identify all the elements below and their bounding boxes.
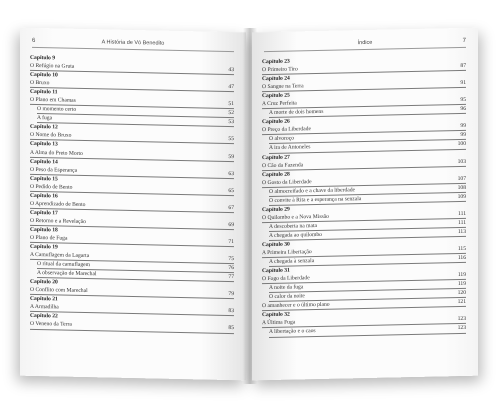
toc-page-number: 111	[458, 219, 466, 226]
toc-page-number: 69	[228, 221, 234, 229]
toc-entry-title: O alvoroço	[269, 135, 295, 143]
toc-entry-title: O Aprendizado de Bento	[30, 200, 86, 208]
left-toc-list	[30, 54, 234, 334]
toc-page-number: 91	[460, 80, 466, 87]
toc-entry-title: Capítulo 9	[30, 54, 56, 62]
toc-entry-title: O Veneno da Terra	[30, 321, 72, 329]
toc-page-number: 59	[228, 153, 234, 160]
toc-entry-title: A morte de dois homens	[269, 109, 324, 117]
toc-page-number: 76	[228, 265, 234, 272]
toc-page-number: 107	[457, 175, 466, 182]
toc-page-number: 115	[457, 245, 466, 253]
toc-entry-title: Capítulo 28	[262, 171, 290, 178]
toc-page-number: 79	[228, 291, 234, 298]
toc-entry-title: O Primeiro Tiro	[262, 66, 298, 74]
toc-entry-title: O Bruxo	[30, 79, 50, 87]
toc-entry-title: A fuga	[37, 115, 53, 122]
toc-entry-title: O Cão da Fazenda	[262, 161, 304, 169]
toc-entry-title: O Refúgio na Gruta	[30, 62, 75, 70]
toc-entry-title: Capítulo 20	[30, 279, 58, 286]
toc-page-number: 85	[228, 325, 234, 332]
toc-entry-title: O convite à Rita e a esperança na senzala	[269, 195, 362, 204]
toc-entry-title: A Camuflagem da Lagarta	[30, 251, 90, 260]
toc-entry-title: O momento certo	[37, 106, 77, 114]
toc-page-number: 65	[228, 187, 234, 194]
toc-page-number: 120	[457, 290, 466, 297]
toc-page-number: 43	[228, 67, 234, 74]
toc-entry-title: A Última Fuga	[262, 319, 296, 327]
toc-page-number: 51	[228, 101, 234, 108]
toc-entry-title: Capítulo 22	[30, 313, 58, 320]
toc-entry-title: Capítulo 19	[30, 243, 58, 251]
toc-entry-title: O Nome do Bruxo	[30, 132, 72, 140]
toc-entry-title: Capítulo 29	[262, 206, 290, 213]
toc-page-number: 119	[457, 281, 466, 288]
toc-page-number: 116	[457, 254, 466, 262]
toc-entry-title: Capítulo 12	[30, 124, 58, 131]
toc-entry-title: O Retorno e a Revelação	[30, 217, 86, 225]
toc-entry-title: O amanhecer e o último plano	[262, 302, 330, 310]
toc-entry-title: Capítulo 25	[262, 92, 290, 100]
left-page	[20, 28, 246, 381]
toc-page-number: 77	[228, 274, 234, 281]
toc-entry-title: Capítulo 31	[262, 267, 290, 275]
toc-entry-title: A Cruz Perfeita	[262, 100, 297, 108]
toc-entry-title: Capítulo 10	[30, 71, 58, 79]
right-running-title: Índice	[357, 39, 373, 47]
left-running-title: A História de Vó Benedito	[101, 39, 165, 47]
toc-page-number: 99	[460, 132, 466, 139]
toc-entry-title: O almocreifado e a chave da liberdade	[269, 186, 356, 195]
left-page-number: 6	[32, 37, 36, 44]
toc-page-number: 67	[228, 204, 234, 211]
toc-entry-title: A libertação e o caos	[269, 328, 316, 336]
toc-entry-title: O Quilombo e a Nova Missão	[262, 213, 329, 222]
toc-entry-title: O Conflito com Marechal	[30, 287, 88, 295]
toc-entry-title: A Alma do Preto Morto	[30, 149, 83, 157]
toc-entry-title: O Fogo da Liberdade	[262, 275, 310, 283]
toc-entry-title: A Primeira Libertação	[262, 249, 312, 257]
toc-entry-title: O ritual da camuflagem	[37, 261, 90, 269]
toc-page-number: 108	[457, 184, 466, 191]
toc-entry-title: Capítulo 15	[30, 175, 58, 183]
toc-entry-title: O Peso da Esperança	[30, 166, 78, 174]
toc-page-number: 100	[457, 141, 466, 148]
toc-page-number: 121	[457, 299, 466, 306]
toc-page-number: 53	[228, 119, 234, 126]
toc-entry-title: Capítulo 17	[30, 209, 58, 217]
toc-entry-title: Capítulo 18	[30, 226, 58, 234]
toc-entry-title: Capítulo 11	[30, 89, 58, 96]
toc-entry-title: Capítulo 24	[262, 75, 290, 83]
toc-entry-title: A noite da fuga	[269, 284, 304, 292]
toc-entry-title: O Gosto da Liberdade	[262, 178, 312, 186]
toc-page-number: 55	[228, 136, 234, 143]
toc-page-number: 103	[457, 158, 466, 165]
left-page-header	[32, 37, 234, 52]
toc-entry-title: A descoberta na mata	[269, 222, 317, 230]
toc-entry-title: A Armadilha	[30, 304, 59, 311]
toc-entry-title: A observação de Marechal	[37, 270, 97, 278]
toc-entry-title: A chegada à senzala	[269, 258, 315, 266]
toc-entry-title: Capítulo 23	[262, 58, 290, 66]
toc-page-number: 95	[460, 97, 466, 104]
toc-page-number: 47	[228, 84, 234, 91]
toc-entry-title: Capítulo 16	[30, 192, 58, 200]
right-page-header	[264, 37, 466, 52]
toc-page-number: 83	[228, 308, 234, 315]
right-page	[252, 28, 478, 381]
toc-entry-title: O Plano em Chamas	[30, 97, 76, 105]
toc-page-number: 123	[457, 316, 466, 323]
toc-page-number: 109	[457, 193, 466, 200]
toc-entry-title: O calor da noite	[269, 293, 305, 301]
toc-entry-title: Capítulo 21	[30, 296, 58, 303]
toc-page-number: 87	[460, 62, 466, 70]
toc-entry-title: O Sangue na Terra	[262, 83, 304, 91]
right-page-number: 7	[462, 37, 466, 44]
toc-entry-title: Capítulo 26	[262, 118, 290, 126]
toc-page-number: 71	[228, 238, 234, 246]
toc-page-number: 113	[457, 228, 466, 235]
toc-page-number: 75	[228, 256, 234, 263]
toc-entry-title: Capítulo 32	[262, 311, 290, 319]
toc-entry-title: A ira de Antoneles	[269, 144, 311, 152]
toc-entry-title: Capítulo 30	[262, 241, 290, 249]
toc-page-number: 123	[457, 325, 466, 332]
toc-entry-title: Capítulo 27	[262, 154, 290, 161]
toc-entry-title: O Preço da Liberdade	[262, 126, 311, 134]
toc-page-number: 99	[460, 123, 466, 130]
toc-page-number: 111	[458, 210, 466, 217]
toc-entry-title: Capítulo 13	[30, 141, 58, 148]
toc-entry-title: Capítulo 14	[30, 158, 58, 165]
toc-page-number: 96	[460, 106, 466, 113]
toc-entry-title: O Pedido de Bento	[30, 183, 73, 191]
toc-page-number: 63	[228, 170, 234, 177]
toc-entry-title: A chegada ao quilombo	[269, 231, 322, 239]
toc-page-number: 52	[228, 110, 234, 117]
toc-entry-title: O Plano de Fuga	[30, 234, 68, 242]
right-toc-list	[262, 54, 466, 338]
toc-page-number: 119	[457, 272, 466, 279]
